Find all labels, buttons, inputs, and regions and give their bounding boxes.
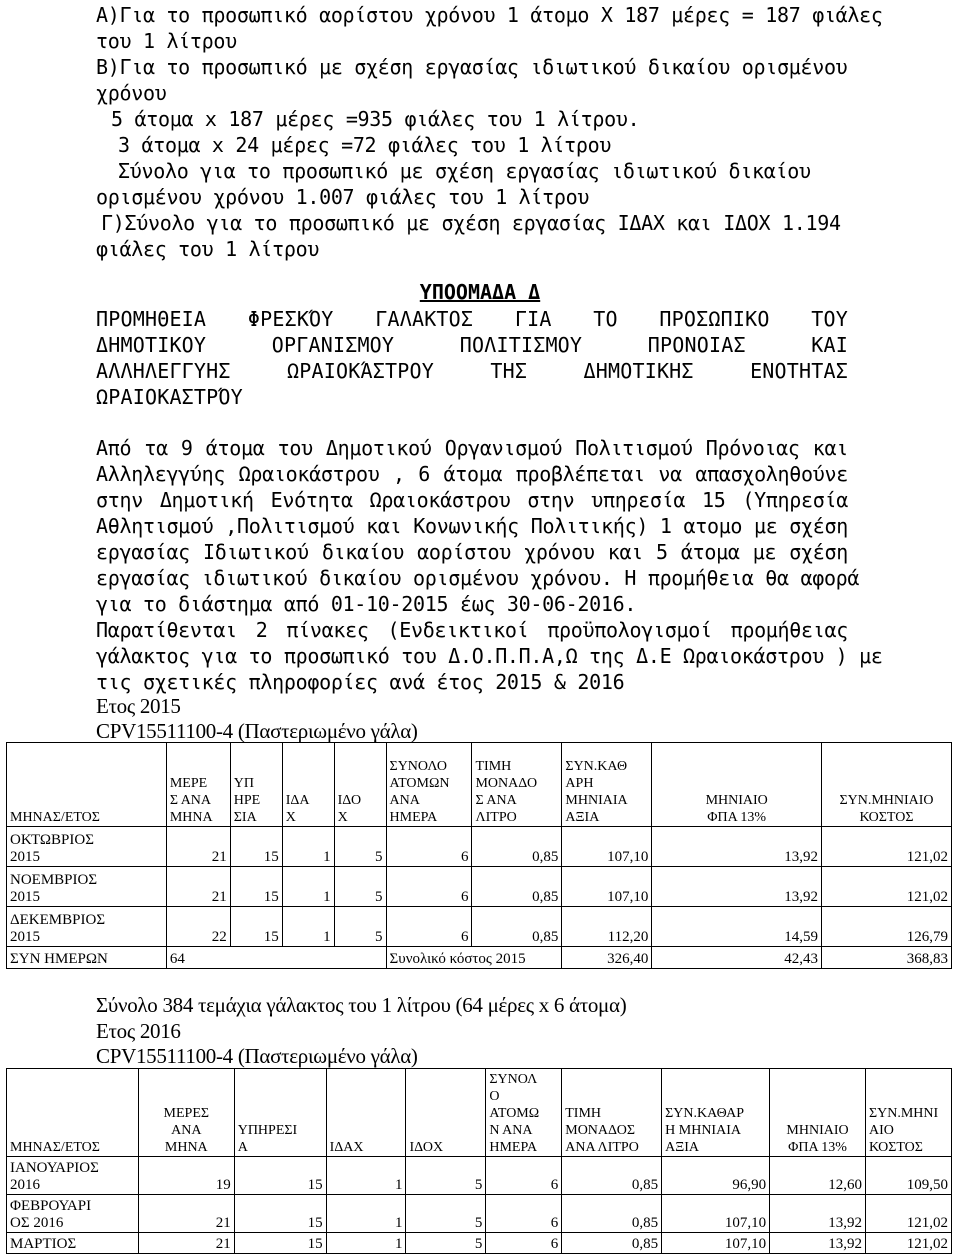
cell-idax: 1 (282, 907, 334, 947)
cell-idox: 5 (406, 1157, 486, 1195)
cell-vat: 13,92 (770, 1195, 866, 1233)
cell-vat: 13,92 (652, 867, 822, 907)
cell-idax: 1 (326, 1195, 406, 1233)
header-idox: ΙΔΟΧ (406, 1069, 486, 1157)
cell-month: ΟΚΤΩΒΡΙΟΣ 2015 (7, 827, 167, 867)
table-row (7, 1195, 952, 1233)
cell-people: 6 (386, 907, 472, 947)
cell-service: 15 (230, 827, 282, 867)
cell-net: 107,10 (562, 867, 652, 907)
cell-service: 15 (230, 867, 282, 907)
cell-people: 6 (486, 1195, 562, 1233)
caption-line: ΩΡΑΙΟΚΑΣΤΡΌΥ (96, 385, 243, 409)
intro-line: Γ)Σύνολο για το προσωπικό με σχέση εργασίας ΙΔΑΧ και ΙΔΟΧ 1.194 (101, 211, 841, 235)
body-line: γάλακτος για το προσωπικό του Δ.Ο.Π.Π.Α,Ω της Δ.Ε Ωραιοκάστρου ) με (96, 644, 883, 668)
header-idox: ΙΔΟ Χ (334, 743, 386, 827)
body-line: Αθλητισμού ,Πολιτισμού και Κονωνικής Πολιτικής) 1 ατομο με σχέση (96, 514, 848, 538)
intro-line: φιάλες του 1 λίτρου (96, 237, 320, 261)
cell-total: 121,02 (822, 867, 952, 907)
cell-idox: 5 (406, 1233, 486, 1254)
cell-total: 121,02 (865, 1233, 951, 1254)
header-vat: ΜΗΝΙΑΙΟ ΦΠΑ 13% (770, 1069, 866, 1157)
intro-line: Α)Για το προσωπικό αορίστου χρόνου 1 άτομο Χ 187 μέρες = 187 φιάλες (96, 3, 883, 27)
cell-days: 19 (138, 1157, 234, 1195)
year-2015-title: Ετος 2015 (96, 694, 181, 718)
cell-total: 109,50 (865, 1157, 951, 1195)
summary-vat: 42,43 (652, 947, 822, 969)
cell-idax: 1 (326, 1157, 406, 1195)
header-idax: ΙΔΑ Χ (282, 743, 334, 827)
summary-days: 64 (166, 947, 386, 969)
table-row (7, 907, 952, 947)
header-vat: ΜΗΝΙΑΙΟ ΦΠΑ 13% (652, 743, 822, 827)
cell-net: 107,10 (562, 827, 652, 867)
cell-service: 15 (234, 1195, 326, 1233)
cell-month: ΙΑΝΟΥΑΡΙΟΣ 2016 (7, 1157, 139, 1195)
body-line: Αλληλεγγύης Ωραιοκάστρου , 6 άτομα προβλέπεται να απασχοληθούνε (96, 462, 848, 486)
cell-idax: 1 (282, 827, 334, 867)
header-total: ΣΥΝ.ΜΗΝΙ ΑΙΟ ΚΟΣΤΟΣ (865, 1069, 951, 1157)
caption-line: ΠΡΟΜΗΘΕΙΑ ΦΡΕΣΚΌΥ ΓΑΛΑΚΤΟΣ ΓΙΑ ΤΟ ΠΡΟΣΩΠΙΚΟ ΤΟΥ (96, 307, 848, 331)
body-line: στην Δημοτική Ενότητα Ωραιοκάστρου στην υπηρεσία 15 (Υπηρεσία (96, 488, 848, 512)
intro-line: χρόνου (96, 81, 167, 105)
cell-total: 121,02 (865, 1195, 951, 1233)
cell-net: 96,90 (662, 1157, 770, 1195)
year-2016-cpv: CPV15511100-4 (Παστεριωμένο γάλα) (96, 1044, 418, 1068)
header-unit-price: ΤΙΜΗ ΜΟΝΑΔΟ Σ ΑΝΑ ΛΙΤΡΟ (472, 743, 562, 827)
cell-price: 0,85 (472, 827, 562, 867)
cell-total: 126,79 (822, 907, 952, 947)
cell-month: ΔΕΚΕΜΒΡΙΟΣ 2015 (7, 907, 167, 947)
cell-idax: 1 (326, 1233, 406, 1254)
cell-vat: 13,92 (770, 1233, 866, 1254)
intro-line: ορισμένου χρόνου 1.007 φιάλες του 1 λίτρου (96, 185, 590, 209)
cell-people: 6 (486, 1157, 562, 1195)
cell-net: 112,20 (562, 907, 652, 947)
cell-people: 6 (386, 867, 472, 907)
intro-line: Σύνολο για το προσωπικό με σχέση εργασίας ιδιωτικού δικαίου (118, 159, 811, 183)
cell-service: 15 (230, 907, 282, 947)
cell-price: 0,85 (562, 1195, 662, 1233)
cell-net: 107,10 (662, 1233, 770, 1254)
header-service: ΥΠΗΡΕΣΙ Α (234, 1069, 326, 1157)
cell-vat: 12,60 (770, 1157, 866, 1195)
header-total-people: ΣΥΝΟΛ Ο ΑΤΟΜΩ Ν ΑΝΑ ΗΜΕΡΑ (486, 1069, 562, 1157)
header-net: ΣΥΝ.ΚΑΘ ΑΡΗ ΜΗΝΙΑΙΑ ΑΞΙΑ (562, 743, 652, 827)
header-days: ΜΕΡΕ Σ ΑΝΑ ΜΗΝΑ (166, 743, 230, 827)
body-line: Από τα 9 άτομα του Δημοτικού Οργανισμού Πολιτισμού Πρόνοιας και (96, 436, 848, 460)
table-2015 (6, 742, 952, 969)
section-title: ΥΠΟΟΜΑΔΑ Δ (419, 280, 541, 304)
header-net: ΣΥΝ.ΚΑΘΑΡ Η ΜΗΝΙΑΙΑ ΑΞΙΑ (662, 1069, 770, 1157)
cell-price: 0,85 (472, 867, 562, 907)
table-2016 (6, 1068, 952, 1254)
cell-days: 21 (166, 827, 230, 867)
body-line: Παρατίθενται 2 πίνακες (Ενδεικτικοί προϋπολογισμοί προμήθειας (96, 618, 848, 642)
cell-service: 15 (234, 1233, 326, 1254)
cell-vat: 14,59 (652, 907, 822, 947)
body-line: εργασίας Ιδιωτικού δικαίου αορίστου χρόνου και 5 άτομα με σχέση (96, 540, 848, 564)
cell-price: 0,85 (562, 1233, 662, 1254)
caption-line: ΑΛΛΗΛΕΓΓΥΗΣ ΩΡΑΙΟΚΆΣΤΡΟΥ ΤΗΣ ΔΗΜΟΤΙΚΗΣ ΕΝΟΤΗΤΑΣ (96, 359, 848, 383)
table-header-row (7, 743, 952, 827)
summary-net: 326,40 (562, 947, 652, 969)
cell-net: 107,10 (662, 1195, 770, 1233)
intro-line: Β)Για το προσωπικό με σχέση εργασίας ιδιωτικού δικαίου ορισμένου (96, 55, 848, 79)
cell-idox: 5 (406, 1195, 486, 1233)
table-row (7, 867, 952, 907)
table-row (7, 827, 952, 867)
summary-total: 368,83 (822, 947, 952, 969)
header-total: ΣΥΝ.ΜΗΝΙΑΙΟ ΚΟΣΤΟΣ (822, 743, 952, 827)
table-header-row (7, 1069, 952, 1157)
cell-days: 21 (138, 1195, 234, 1233)
intro-line: 5 άτομα x 187 μέρες =935 φιάλες του 1 λίτρου. (111, 107, 640, 131)
cell-month: ΝΟΕΜΒΡΙΟΣ 2015 (7, 867, 167, 907)
caption-line: ΔΗΜΟΤΙΚΟΥ ΟΡΓΑΝΙΣΜΟΥ ΠΟΛΙΤΙΣΜΟΥ ΠΡΟΝΟΙΑΣ ΚΑΙ (96, 333, 848, 357)
cell-people: 6 (386, 827, 472, 867)
summary-cost-label: Συνολικό κόστος 2015 (386, 947, 562, 969)
cell-people: 6 (486, 1233, 562, 1254)
cell-idox: 5 (334, 907, 386, 947)
cell-days: 22 (166, 907, 230, 947)
header-unit-price: ΤΙΜΗ ΜΟΝΑΔΟΣ ΑΝΑ ΛΙΤΡΟ (562, 1069, 662, 1157)
cell-price: 0,85 (472, 907, 562, 947)
cell-price: 0,85 (562, 1157, 662, 1195)
header-month: ΜΗΝΑΣ/ΕΤΟΣ (7, 1069, 139, 1157)
cell-month: ΜΑΡΤΙΟΣ (7, 1233, 139, 1254)
summary-label: ΣΥΝ ΗΜΕΡΩΝ (7, 947, 167, 969)
body-line: τις σχετικές πληροφορίες ανά έτος 2015 & 2016 (96, 670, 625, 694)
year-2015-cpv: CPV15511100-4 (Παστεριωμένο γάλα) (96, 719, 418, 743)
table-row (7, 1157, 952, 1195)
header-month: ΜΗΝΑΣ/ΕΤΟΣ (7, 743, 167, 827)
cell-days: 21 (138, 1233, 234, 1254)
cell-total: 121,02 (822, 827, 952, 867)
year-2016-title: Ετος 2016 (96, 1019, 181, 1043)
cell-days: 21 (166, 867, 230, 907)
cell-idox: 5 (334, 827, 386, 867)
table-row (7, 1233, 952, 1254)
cell-vat: 13,92 (652, 827, 822, 867)
intro-line: 3 άτομα x 24 μέρες =72 φιάλες του 1 λίτρου (118, 133, 612, 157)
table-summary-row (7, 947, 952, 969)
cell-idox: 5 (334, 867, 386, 907)
cell-idax: 1 (282, 867, 334, 907)
header-days: ΜΕΡΕΣ ΑΝΑ ΜΗΝΑ (138, 1069, 234, 1157)
body-line: εργασίας ιδιωτικού δικαίου ορισμένου χρόνου. Η προμήθεια θα αφορά (96, 566, 860, 590)
intro-line: του 1 λίτρου (96, 29, 237, 53)
header-idax: ΙΔΑΧ (326, 1069, 406, 1157)
header-total-people: ΣΥΝΟΛΟ ΑΤΟΜΩΝ ΑΝΑ ΗΜΕΡΑ (386, 743, 472, 827)
year-2015-footnote: Σύνολο 384 τεμάχια γάλακτος του 1 λίτρου (64 μέρες x 6 άτομα) (96, 993, 627, 1017)
cell-service: 15 (234, 1157, 326, 1195)
cell-month: ΦΕΒΡΟΥΑΡΙ ΟΣ 2016 (7, 1195, 139, 1233)
header-service: ΥΠ ΗΡΕ ΣΙΑ (230, 743, 282, 827)
body-line: για το διάστημα από 01-10-2015 έως 30-06-2016. (96, 592, 637, 616)
